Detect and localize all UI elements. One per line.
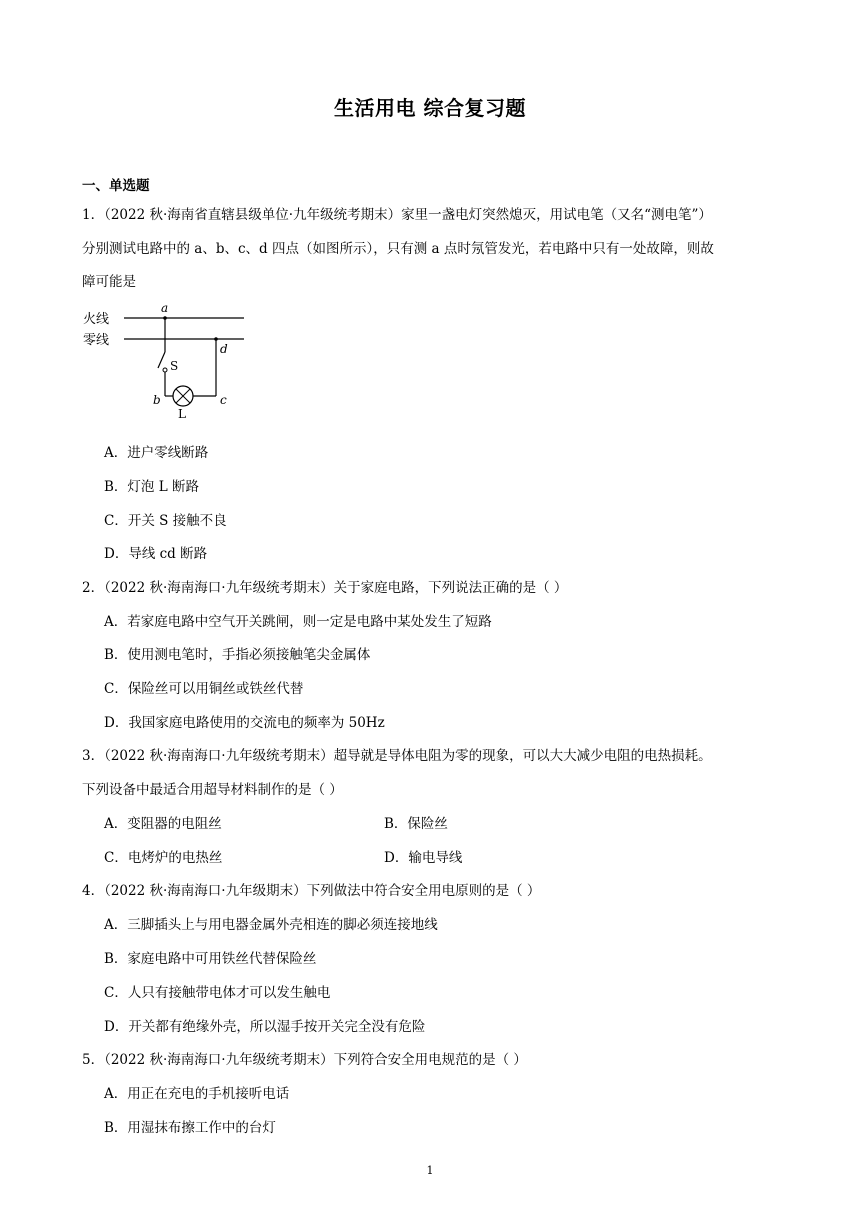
switch-blade: [158, 352, 165, 368]
question-1-text-line-1: 1．（2022 秋·海南省直辖县级单位·九年级统考期末）家里一盏电灯突然熄灭，用试电笔（又名“测电笔”）: [82, 207, 712, 223]
question-3-option-a: A．变阻器的电阻丝: [104, 816, 222, 832]
label-b: b: [153, 393, 161, 407]
label-switch: S: [170, 359, 179, 373]
question-2-text: 2．（2022 秋·海南海口·九年级统考期末）关于家庭电路，下列说法正确的是（ ）: [82, 580, 568, 596]
question-3-text-line-1: 3．（2022 秋·海南海口·九年级统考期末）超导就是导体电阻为零的现象，可以大大减少电阻的电热损耗。: [82, 748, 712, 764]
question-2-option-a: A．若家庭电路中空气开关跳闸，则一定是电路中某处发生了短路: [104, 614, 492, 630]
question-4-text: 4．（2022 秋·海南海口·九年级期末）下列做法中符合安全用电原则的是（ ）: [82, 883, 541, 899]
question-2-option-b: B．使用测电笔时，手指必须接触笔尖金属体: [104, 647, 371, 663]
question-1-option-d: D．导线 cd 断路: [104, 546, 208, 562]
question-4-option-b: B．家庭电路中可用铁丝代替保险丝: [104, 951, 317, 967]
live-wire-label: 火线: [83, 312, 110, 327]
circuit-diagram: [82, 300, 252, 421]
label-lamp: L: [178, 407, 186, 421]
question-1-text-line-3: 障可能是: [82, 274, 136, 290]
question-5-text: 5．（2022 秋·海南海口·九年级统考期末）下列符合安全用电规范的是（ ）: [82, 1052, 527, 1068]
question-4-option-c: C．人只有接触带电体才可以发生触电: [104, 985, 331, 1001]
question-1-option-a: A．进户零线断路: [104, 445, 209, 461]
label-a: a: [161, 301, 169, 315]
label-c: c: [220, 393, 227, 407]
question-4-option-d: D．开关都有绝缘外壳，所以湿手按开关完全没有危险: [104, 1019, 426, 1035]
question-3-option-d: D．输电导线: [384, 850, 463, 866]
question-3-option-c: C．电烤炉的电热丝: [104, 850, 223, 866]
section-heading: 一、单选题: [82, 178, 150, 194]
question-3-text-line-2: 下列设备中最适合用超导材料制作的是（ ）: [82, 782, 343, 798]
question-1-option-b: B．灯泡 L 断路: [104, 479, 199, 495]
question-2-option-d: D．我国家庭电路使用的交流电的频率为 50Hz: [104, 715, 385, 731]
page-number: 1: [426, 1164, 434, 1177]
neutral-wire-label: 零线: [83, 333, 110, 348]
question-3-option-b: B．保险丝: [384, 816, 448, 832]
node-d: [214, 337, 218, 341]
question-2-option-c: C．保险丝可以用铜丝或铁丝代替: [104, 681, 304, 697]
page-title: 生活用电 综合复习题: [334, 96, 526, 120]
question-1-text-line-2: 分别测试电路中的 a、b、c、d 四点（如图所示），只有测 a 点时氖管发光，若电路中只有一处故障，则故: [82, 241, 714, 257]
label-d: d: [220, 342, 228, 356]
switch-contact: [163, 368, 167, 372]
question-5-option-a: A．用正在充电的手机接听电话: [104, 1086, 290, 1102]
question-1-option-c: C．开关 S 接触不良: [104, 513, 227, 529]
question-5-option-b: B．用湿抹布擦工作中的台灯: [104, 1120, 276, 1136]
question-4-option-a: A．三脚插头上与用电器金属外壳相连的脚必须连接地线: [104, 917, 438, 933]
